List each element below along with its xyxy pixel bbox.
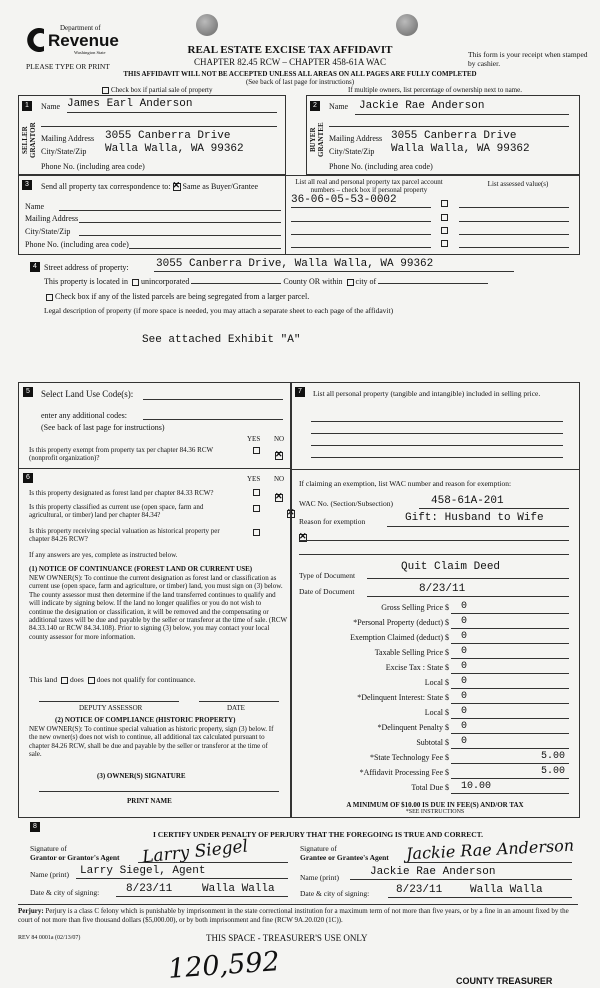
section-2-number: 2: [310, 101, 320, 111]
s6-no: NO: [274, 475, 285, 483]
partial-sale-checkbox[interactable]: [102, 87, 109, 94]
buyer-name-label: Name: [329, 102, 349, 111]
exhibit-text[interactable]: See attached Exhibit "A": [142, 334, 301, 346]
land-use-line: [143, 399, 283, 400]
amount-row: [291, 781, 579, 796]
section-7-number: 7: [295, 387, 305, 397]
form-title: REAL ESTATE EXCISE TAX AFFIDAVIT: [187, 44, 393, 56]
section-4-number: 4: [30, 262, 40, 272]
reason-line-3: [299, 554, 569, 555]
pp-line-2: [311, 433, 563, 434]
s3-address-line: [79, 222, 281, 223]
deputy-date-line: [199, 701, 279, 702]
doc-date[interactable]: 8/23/11: [419, 583, 466, 595]
assessed-line-2: [459, 221, 569, 222]
grantor-city[interactable]: Walla Walla: [202, 883, 275, 895]
amount-label: Total Due $: [411, 783, 449, 792]
buyer-name[interactable]: Jackie Rae Anderson: [359, 100, 485, 112]
section-3-correspondence: [18, 175, 580, 255]
please-type: PLEASE TYPE OR PRINT: [26, 62, 110, 71]
amount-value[interactable]: 0: [461, 691, 468, 702]
additional-codes-label: enter any additional codes:: [41, 411, 127, 420]
pp-line-4: [311, 457, 563, 458]
amount-label: *Delinquent Interest: State $: [357, 693, 449, 702]
parcel-number[interactable]: 36-06-05-53-0002: [291, 194, 397, 206]
footer-divider: [18, 904, 578, 905]
seller-name-line2: [41, 126, 277, 127]
current-use-question: Is this property classified as current use (open space, farm and agricultural, or timber) land per chapter 84.34?: [29, 503, 204, 519]
s3-name-label: Name: [25, 202, 45, 211]
section-1-number: 1: [22, 101, 32, 111]
amount-label: *Affidavit Processing Fee $: [359, 768, 449, 777]
exempt-no-checkbox[interactable]: [275, 452, 283, 460]
reason-line: [387, 526, 569, 527]
forest-no-checkbox[interactable]: [275, 494, 283, 502]
forest-yes-checkbox[interactable]: [253, 489, 260, 496]
treasurer-space-label: THIS SPACE - TREASURER'S USE ONLY: [206, 933, 368, 943]
located-row: This property is located in unincorporated County OR within city of: [44, 277, 488, 286]
form-chapters: CHAPTER 82.45 RCW – CHAPTER 458-61A WAC: [194, 57, 386, 67]
compliance-body: NEW OWNER(S): To continue special valuation as historic property, sign (3) below. If the new owner(s) does not wish to continue, all additional tax calculated pursuant to chapter 84.26 RCW, shall be due and payable by the seller or transferor at the time of sale.: [29, 725, 274, 759]
grantee-sig-line: [404, 862, 572, 863]
amount-row: [291, 706, 579, 721]
amount-row: [291, 676, 579, 691]
s3-name-line: [59, 210, 281, 211]
city-checkbox[interactable]: [347, 279, 354, 286]
section-4-property: [18, 256, 578, 382]
amount-line: [451, 643, 569, 644]
doc-date-label: Date of Document: [299, 587, 355, 596]
amount-line: [451, 613, 569, 614]
amount-value[interactable]: 0: [461, 736, 468, 747]
grantor-date-line: [116, 896, 288, 897]
grantor-date[interactable]: 8/23/11: [126, 883, 173, 895]
assessed-line-4: [459, 247, 569, 248]
grantee-city[interactable]: Walla Walla: [470, 884, 543, 896]
s5-see-back: (See back of last page for instructions): [41, 423, 165, 432]
amount-line: [451, 658, 569, 659]
continuance-row: This land does does not qualify for continuance.: [29, 675, 196, 684]
grantee-signature[interactable]: Jackie Rae Anderson: [405, 835, 575, 864]
amount-row: [291, 631, 579, 646]
parcel-personal-checkbox-3[interactable]: [441, 227, 448, 234]
personal-property-title: List all personal property (tangible and intangible) included in selling price.: [313, 389, 541, 398]
current-use-yes-checkbox[interactable]: [253, 505, 260, 512]
amount-value[interactable]: 0: [461, 661, 468, 672]
seller-phone-label: Phone No. (including area code): [41, 162, 145, 171]
amount-row: [291, 736, 579, 751]
amount-value[interactable]: 5.00: [540, 751, 565, 762]
s3-city-line: [79, 235, 281, 236]
historic-yes-checkbox[interactable]: [253, 529, 260, 536]
s7-divider: [291, 469, 579, 470]
amount-line: [451, 673, 569, 674]
dept-line1: Department of: [60, 24, 101, 32]
amount-value[interactable]: 0: [461, 676, 468, 687]
form-revision: REV 84 0001a (02/13/07): [18, 935, 81, 941]
county-treasurer-label: COUNTY TREASURER: [456, 976, 553, 986]
continuance-body: NEW OWNER(S): To continue the current designation as forest land or classification as current use (open space, farm and agriculture, or timber) land, you must sign on (3) below. The county assessor must then determine if the land transferred continues to qualify and will indicate by signing below. If the land no longer qualifies or you do not wish to continue the designation or classification, it will be removed and the compensating or additional taxes will be due and payable by the seller or transferor at the time of sale. (RCW 84.33.140 or RCW 84.34.108). Prior to signing (3) below, you may contact your local county assessor for more information.: [29, 574, 288, 641]
does-not-checkbox[interactable]: [88, 677, 95, 684]
additional-codes-line: [143, 419, 283, 420]
section-3-number: 3: [22, 180, 32, 190]
section-6-designation: [18, 468, 292, 818]
buyer-phone-label: Phone No. (including area code): [329, 162, 433, 171]
amount-label: Local $: [424, 678, 449, 687]
s3-phone-line: [129, 248, 281, 249]
street-address[interactable]: 3055 Canberra Drive, Walla Walla, WA 99362: [156, 258, 434, 270]
segregated-checkbox[interactable]: [46, 294, 53, 301]
revenue-logo: [26, 22, 119, 60]
grantee-date-line: [388, 897, 572, 898]
section-8-certification: [18, 818, 578, 902]
grantor-name-label: Name (print): [30, 870, 69, 879]
s5-no: NO: [274, 435, 285, 443]
assessed-line-1: [459, 207, 569, 208]
amount-row: [291, 646, 579, 661]
amount-value[interactable]: 0: [461, 631, 468, 642]
parcel-line-3: [291, 234, 431, 235]
amount-label: Subtotal $: [416, 738, 449, 747]
partial-sale-row: Check box if partial sale of property: [100, 86, 212, 94]
doc-type[interactable]: Quit Claim Deed: [401, 561, 501, 573]
deputy-date-label: DATE: [227, 704, 245, 712]
revenue-logo-icon: [26, 26, 48, 54]
deputy-label: DEPUTY ASSESSOR: [79, 704, 143, 712]
amount-value[interactable]: 0: [461, 601, 468, 612]
reason-label: Reason for exemption: [299, 517, 366, 526]
amount-value[interactable]: 0: [461, 646, 468, 657]
does-checkbox[interactable]: [61, 677, 68, 684]
s3-divider: [285, 176, 286, 254]
amount-row: [291, 691, 579, 706]
exempt-yes-checkbox[interactable]: [253, 447, 260, 454]
legal-desc-label: Legal description of property (if more space is needed, you may attach a separate sheet to each page of the affidavit): [44, 306, 394, 315]
pp-line-1: [311, 421, 563, 422]
parcel-line-1: [291, 207, 431, 208]
amount-value[interactable]: 0: [461, 616, 468, 627]
grantee-date[interactable]: 8/23/11: [396, 884, 443, 896]
parcel-header: List all real and personal property tax parcel account numbers – check box if personal property: [295, 178, 443, 194]
doc-date-line: [367, 596, 569, 597]
dept-name: Revenue: [48, 31, 119, 50]
amount-line: [451, 703, 569, 704]
see-back-note: (See back of last page for instructions): [245, 78, 355, 86]
grantor-name-line: [76, 878, 288, 879]
amount-value[interactable]: 5.00: [540, 766, 565, 777]
continuance-title: (1) NOTICE OF CONTINUANCE (FOREST LAND OR CURRENT USE): [29, 565, 253, 573]
buyer-name-line2: [329, 126, 569, 127]
grantee-sig-label: Signature of: [300, 844, 337, 853]
land-use-title: Select Land Use Code(s):: [41, 389, 134, 399]
owner-signature-label: (3) OWNER(S) SIGNATURE: [97, 772, 186, 780]
multiple-owners-note: If multiple owners, list percentage of ownership next to name.: [348, 86, 522, 94]
amount-value[interactable]: 10.00: [461, 781, 492, 792]
amount-label: Local $: [424, 708, 449, 717]
grantee-date-label: Date & city of signing:: [300, 889, 370, 898]
perjury-notice: Perjury: Perjury is a class C felony which is punishable by imprisonment in the state correctional institution for a maximum term of not more than five years, or by a fine in an amount fixed by the court of not more than five thousand dollars ($5,000.00), or by both imprisonment and fine (RCW 9A.20.020 (1C)).: [18, 907, 569, 924]
section-5-land-use: [18, 382, 292, 469]
buyer-address-label: Mailing Address: [329, 134, 383, 143]
amount-row: [291, 661, 579, 676]
send-to-row: Send all property tax correspondence to: ✕ Same as Buyer/Grantee: [41, 182, 258, 191]
grantee-name-line: [350, 879, 572, 880]
section-8-number: 8: [30, 822, 40, 832]
s6-yes: YES: [247, 475, 261, 483]
amount-value[interactable]: 0: [461, 721, 468, 732]
amount-row: [291, 601, 579, 616]
same-as-buyer-checkbox[interactable]: [173, 183, 181, 191]
section-1-seller: [18, 95, 286, 175]
buyer-side-label: BUYER GRANTEE: [309, 122, 325, 158]
grantor-name[interactable]: Larry Siegel, Agent: [80, 865, 206, 877]
deputy-line: [39, 701, 179, 702]
wac-number[interactable]: 458-61A-201: [431, 495, 504, 507]
exemption-reason[interactable]: Gift: Husband to Wife: [405, 512, 544, 524]
buyer-address[interactable]: 3055 Canberra Drive: [391, 130, 517, 142]
amount-line: [451, 778, 569, 779]
forest-question: Is this property designated as forest land per chapter 84.33 RCW?: [29, 489, 214, 497]
grantee-agent-label: Grantee or Grantee's Agent: [300, 853, 389, 862]
amount-row: [291, 616, 579, 631]
punch-hole-left: [196, 14, 218, 36]
section-5-number: 5: [23, 387, 33, 397]
print-name-label: PRINT NAME: [127, 797, 172, 805]
amount-label: Taxable Selling Price $: [374, 648, 449, 657]
amount-line: [451, 688, 569, 689]
grantor-date-label: Date & city of signing:: [30, 888, 100, 897]
amount-label: *Personal Property (deduct) $: [353, 618, 449, 627]
grantee-name[interactable]: Jackie Rae Anderson: [370, 866, 496, 878]
punch-hole-right: [396, 14, 418, 36]
seller-address[interactable]: 3055 Canberra Drive: [105, 130, 231, 142]
handwritten-number: 120,592: [167, 946, 281, 985]
amount-row: [291, 751, 579, 766]
seller-name-label: Name: [41, 102, 61, 111]
seller-city[interactable]: Walla Walla, WA 99362: [105, 143, 244, 155]
buyer-city[interactable]: Walla Walla, WA 99362: [391, 143, 530, 155]
parcel-line-2: [291, 221, 431, 222]
s5-yes: YES: [247, 435, 261, 443]
seller-name-line: [67, 112, 277, 113]
grantor-agent-label: Grantor or Grantor's Agent: [30, 853, 120, 862]
historic-question: Is this property receiving special valuation as historical property per chapter 84.26 RCW?: [29, 527, 220, 543]
buyer-city-label: City/State/Zip: [329, 147, 375, 156]
section-2-buyer: [306, 95, 580, 175]
amount-row: [291, 766, 579, 781]
grantee-name-label: Name (print): [300, 873, 339, 882]
exemption-question: If claiming an exemption, list WAC number and reason for exemption:: [299, 479, 512, 488]
wac-label: WAC No. (Section/Subsection): [299, 499, 393, 508]
exempt-question: Is this property exempt from property tax per chapter 84.36 RCW (nonprofit organization)?: [29, 446, 213, 462]
grantor-signature[interactable]: Larry Siegel: [141, 836, 249, 868]
segregated-row: Check box if any of the listed parcels are being segregated from a larger parcel.: [44, 292, 309, 301]
s3-phone-label: Phone No. (including area code): [25, 240, 129, 249]
amount-line: [451, 793, 569, 794]
section-7-personal-property: [290, 382, 580, 818]
seller-city-label: City/State/Zip: [41, 147, 87, 156]
compliance-title: (2) NOTICE OF COMPLIANCE (HISTORIC PROPERTY): [55, 716, 236, 724]
street-line: [154, 271, 514, 272]
amount-label: *State Technology Fee $: [369, 753, 449, 762]
seller-side-label: SELLER GRANTOR: [21, 122, 37, 158]
wac-line: [419, 508, 569, 509]
doc-type-line: [367, 578, 569, 579]
pp-line-3: [311, 445, 563, 446]
minimum-due-note: A MINIMUM OF $10.00 IS DUE IN FEE(S) AND/OR TAX: [346, 801, 524, 809]
amount-line: [451, 628, 569, 629]
amount-label: Gross Selling Price $: [381, 603, 449, 612]
see-instructions-note: *SEE INSTRUCTIONS: [405, 809, 465, 815]
seller-address-label: Mailing Address: [41, 134, 95, 143]
street-label: Street address of property:: [44, 263, 129, 272]
section-6-number: 6: [23, 473, 33, 483]
s3-city-label: City/State/Zip: [25, 227, 71, 236]
receipt-note: This form is your receipt when stamped by cashier.: [468, 50, 588, 68]
amount-line: [451, 733, 569, 734]
amount-line: [451, 763, 569, 764]
assessed-header: List assessed value(s): [487, 180, 549, 188]
seller-name[interactable]: James Earl Anderson: [67, 98, 193, 110]
parcel-personal-checkbox-2[interactable]: [441, 214, 448, 221]
amount-label: Excise Tax : State $: [385, 663, 449, 672]
grantor-sig-line: [138, 862, 288, 863]
amount-label: Exemption Claimed (deduct) $: [350, 633, 449, 642]
buyer-name-line: [355, 114, 569, 115]
unincorporated-checkbox[interactable]: [132, 279, 139, 286]
if-yes-note: If any answers are yes, complete as instructed below.: [29, 551, 178, 559]
amount-line: [451, 718, 569, 719]
doc-type-label: Type of Document: [299, 571, 356, 580]
assessed-line-3: [459, 234, 569, 235]
parcel-line-4: [291, 247, 431, 248]
parcel-personal-checkbox-4[interactable]: [441, 240, 448, 247]
warning-text: THIS AFFIDAVIT WILL NOT BE ACCEPTED UNLESS ALL AREAS ON ALL PAGES ARE FULLY COMPLETED: [123, 70, 477, 78]
dept-state: Washington State: [74, 50, 106, 55]
amount-line: [451, 748, 569, 749]
amount-value[interactable]: 0: [461, 706, 468, 717]
certify-statement: I CERTIFY UNDER PENALTY OF PERJURY THAT THE FOREGOING IS TRUE AND CORRECT.: [152, 830, 483, 839]
amount-row: [291, 721, 579, 736]
amount-label: *Delinquent Penalty $: [377, 723, 449, 732]
reason-line-2: [299, 540, 569, 541]
grantor-sig-label: Signature of: [30, 844, 67, 853]
s3-address-label: Mailing Address: [25, 214, 79, 223]
owner-signature-line: [39, 791, 279, 792]
parcel-personal-checkbox-1[interactable]: [441, 200, 448, 207]
